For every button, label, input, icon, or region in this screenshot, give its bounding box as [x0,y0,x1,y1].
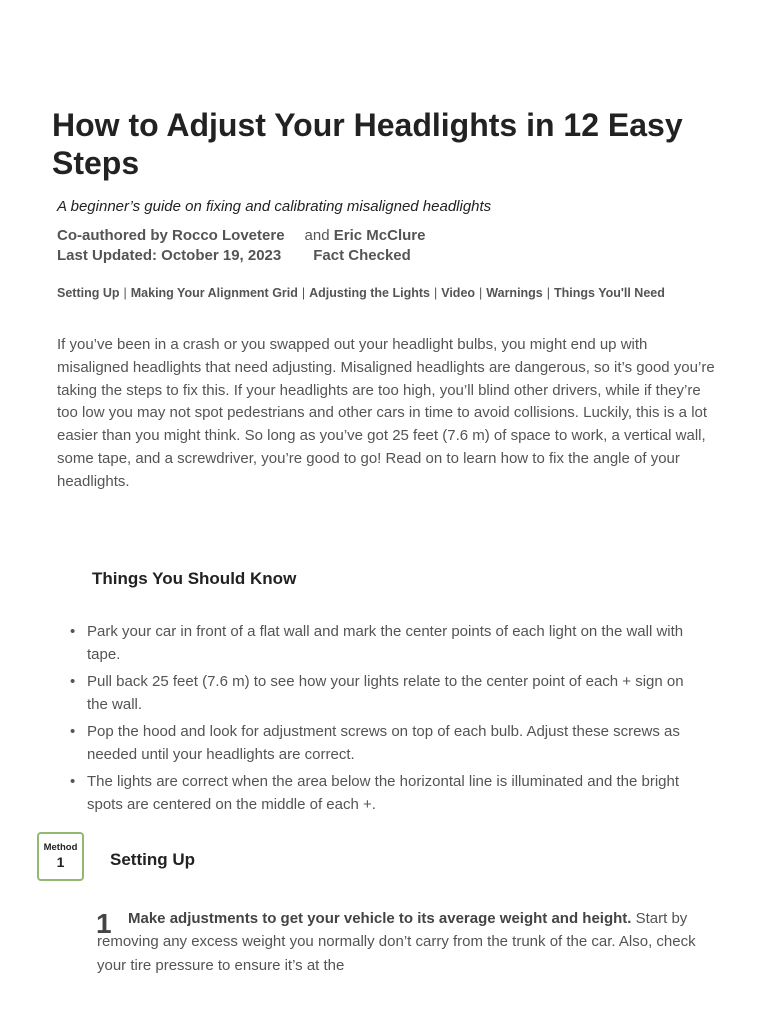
fact-checked-badge[interactable]: Fact Checked [313,247,411,264]
step-number: 1 [96,908,112,939]
toc-separator: | [123,286,127,300]
things-to-know-heading: Things You Should Know [92,569,297,588]
toc-link-setting-up[interactable]: Setting Up [57,286,120,300]
byline-and: and [304,227,330,244]
step-headline: Make adjustments to get your vehicle to its average weight and height. [128,910,632,927]
list-item-text: The lights are correct when the area below the horizontal line is illuminated and the bright spots are centered on the middle of each +. [87,773,680,814]
method-title: Setting Up [110,850,195,869]
toc-link-adjusting-lights[interactable]: Adjusting the Lights [309,286,430,300]
method-badge [37,832,84,881]
second-author-link[interactable]: Eric McClure [333,227,426,244]
intro-paragraph: If you’ve been in a crash or you swapped out your headlight bulbs, you might end up with misaligned headlights that need adjusting. Misaligned headlights are dangerous, so it’s good you’re taking the steps to fix this. If your headlights are too high, you’ll blind other drivers, while if they’re too low you may not spot pedestrians and other cars in time to avoid collisions. Luckily, this is a lot easier than you might think. So long as you’ve got 25 feet (7.6 m) of space to work, a vertical wall, some tape, and a screwdriver, you’re good to go! Read on to learn how to fix the angle of your headlights. [57,336,715,490]
method-number: 1 [56,854,65,870]
table-of-contents [57,282,717,304]
toc-link-warnings[interactable]: Warnings [486,286,543,300]
coauthor-link[interactable]: Co-authored by Rocco Lovetere [57,227,285,244]
list-item-text: Pop the hood and look for adjustment screws on top of each bulb. Adjust these screws as needed until your headlights are correct. [87,723,680,763]
method-label: Method [43,842,78,853]
last-updated: Last Updated: October 19, 2023 [57,247,282,264]
bullet-icon: • [70,623,76,640]
toc-separator: | [546,286,551,300]
byline [57,227,425,244]
step-body: Start by removing any excess weight you normally don’t carry from the trunk of the car. Also, check your tire pressure to ensure it’s at the [97,910,696,974]
toc-link-video[interactable]: Video [441,286,476,300]
update-line [57,247,411,264]
toc-separator: | [301,286,306,300]
bullet-icon: • [70,723,76,741]
list-item [70,671,707,717]
toc-separator: | [479,286,483,300]
things-to-know-list [70,621,707,821]
list-item [70,771,707,817]
list-item-text: Park your car in front of a flat wall and mark the center points of each light on the wall with tape. [87,623,684,663]
toc-separator: | [433,286,438,300]
step-text [97,907,697,977]
list-item [70,721,707,767]
bullet-icon: • [70,773,76,791]
list-item [70,621,707,667]
toc-link-things-needed[interactable]: Things You'll Need [554,286,665,300]
bullet-icon: • [70,673,76,691]
article-subtitle: A beginner’s guide on fixing and calibrating misaligned headlights [57,198,492,215]
toc-link-alignment-grid[interactable]: Making Your Alignment Grid [130,286,298,300]
article-title: How to Adjust Your Headlights in 12 Easy Steps [52,107,683,181]
list-item-text: Pull back 25 feet (7.6 m) to see how your lights relate to the center point of each + sign on the wall. [87,673,684,713]
